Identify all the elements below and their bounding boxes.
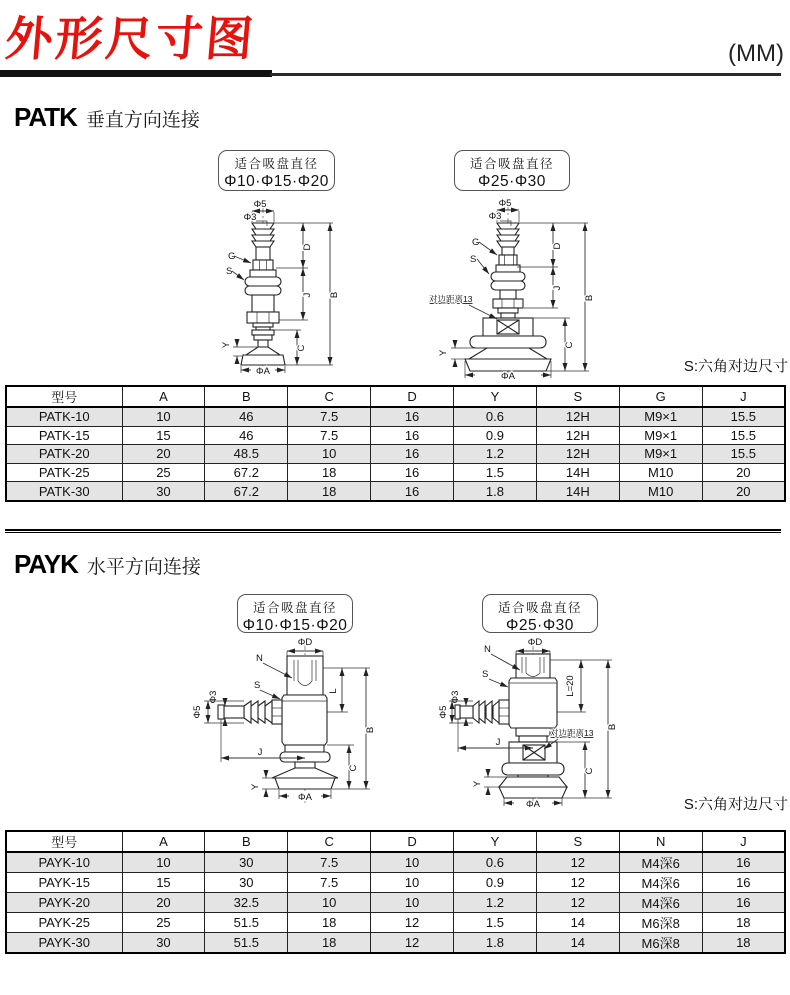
table-row xyxy=(6,893,785,913)
table-cell: PAYK-30 xyxy=(6,933,122,954)
table-row xyxy=(6,407,785,426)
dim-label-j: J xyxy=(302,292,313,298)
dim-label-c: C xyxy=(348,764,359,772)
table-cell: 10 xyxy=(371,873,454,893)
table-cell: M4深6 xyxy=(619,893,702,913)
patk-small-caption-box xyxy=(218,150,335,191)
table-cell: 48.5 xyxy=(205,445,288,464)
table-cell: 16 xyxy=(371,445,454,464)
caption-line1: 适合吸盘直径 xyxy=(469,157,554,171)
table-cell: PATK-10 xyxy=(6,407,122,426)
table-row xyxy=(6,873,785,893)
dim-label-phi5: Φ5 xyxy=(498,198,512,209)
column-header: D xyxy=(371,386,454,407)
table-row xyxy=(6,482,785,501)
table-cell: M4深6 xyxy=(619,873,702,893)
dim-label-c: C xyxy=(564,341,575,349)
table-cell: 32.5 xyxy=(205,893,288,913)
table-cell: 12 xyxy=(536,873,619,893)
dim-label-phi5: Φ5 xyxy=(253,199,267,210)
column-header: 型号 xyxy=(6,386,122,407)
table-cell: 51.5 xyxy=(205,933,288,954)
table-cell: 67.2 xyxy=(205,463,288,482)
column-header: A xyxy=(122,831,205,852)
table-cell: 20 xyxy=(122,445,205,464)
dim-label-n: N xyxy=(256,653,263,664)
table-cell: 30 xyxy=(205,852,288,873)
table-cell: 12 xyxy=(371,913,454,933)
column-header: C xyxy=(288,386,371,407)
table-cell: 10 xyxy=(122,407,205,426)
table-cell: 10 xyxy=(288,893,371,913)
table-cell: 1.8 xyxy=(454,933,537,954)
table-cell: 16 xyxy=(702,893,785,913)
table-cell: 46 xyxy=(205,426,288,445)
table-cell: 7.5 xyxy=(288,407,371,426)
table-cell: 30 xyxy=(122,482,205,501)
column-header: S xyxy=(536,831,619,852)
table-cell: PATK-25 xyxy=(6,463,122,482)
table-cell: 16 xyxy=(371,407,454,426)
column-header: J xyxy=(702,831,785,852)
table-row xyxy=(6,852,785,873)
table-cell: 12 xyxy=(536,893,619,913)
column-header: G xyxy=(619,386,702,407)
table-cell: 0.9 xyxy=(454,873,537,893)
table-row xyxy=(6,933,785,954)
table-cell: PATK-20 xyxy=(6,445,122,464)
patk-series-label: PATK xyxy=(14,102,77,132)
dim-label-phiA: ΦA xyxy=(256,366,270,377)
patk-section-heading xyxy=(14,102,200,133)
payk-section-heading xyxy=(14,549,201,580)
section-separator xyxy=(5,529,781,533)
dim-label-c: C xyxy=(296,344,307,352)
payk-large-caption-box xyxy=(482,594,598,633)
page-title: 外形尺寸图 xyxy=(3,12,259,65)
table-cell: 1.5 xyxy=(454,463,537,482)
dim-label-phi3: Φ3 xyxy=(208,690,219,704)
column-header: B xyxy=(205,831,288,852)
table-cell: M6深8 xyxy=(619,913,702,933)
column-header: J xyxy=(702,386,785,407)
table-cell: PAYK-10 xyxy=(6,852,122,873)
table-cell: 15 xyxy=(122,873,205,893)
unit-label: (MM) xyxy=(728,40,784,67)
dim-label-g: G xyxy=(228,251,236,262)
part-outline xyxy=(218,656,338,789)
table-cell: 15.5 xyxy=(702,426,785,445)
table-cell: 30 xyxy=(205,873,288,893)
table-cell: 7.5 xyxy=(288,426,371,445)
table-cell: M4深6 xyxy=(619,852,702,873)
table-cell: 16 xyxy=(702,873,785,893)
dim-label-b: B xyxy=(329,291,340,299)
patk-hex-note: S:六角对边尺寸 xyxy=(683,358,788,375)
table-cell: 18 xyxy=(288,463,371,482)
table-cell: 7.5 xyxy=(288,852,371,873)
table-cell: M10 xyxy=(619,482,702,501)
dim-label-phi3: Φ3 xyxy=(450,690,461,704)
dim-label-phi5: Φ5 xyxy=(192,705,203,719)
dim-label-d: D xyxy=(302,243,313,251)
header-rule-thick xyxy=(0,70,272,77)
dim-label-phi3: Φ3 xyxy=(243,212,257,223)
table-cell: 18 xyxy=(288,913,371,933)
caption-line1: 适合吸盘直径 xyxy=(252,601,337,615)
table-cell: 1.5 xyxy=(454,913,537,933)
part-outline xyxy=(241,223,285,365)
table-cell: 18 xyxy=(288,933,371,954)
dimension-drawing-patk-small xyxy=(220,196,340,380)
header-rule-thin xyxy=(270,73,781,76)
dim-label-b: B xyxy=(365,726,376,734)
dim-label-j: J xyxy=(552,285,563,291)
table-cell: 1.8 xyxy=(454,482,537,501)
dimension-drawing-patk-large xyxy=(425,195,600,383)
dim-label-phiD: ΦD xyxy=(527,637,543,648)
table-cell: 16 xyxy=(371,463,454,482)
dim-label-b: B xyxy=(584,294,595,302)
table-cell: M9×1 xyxy=(619,407,702,426)
table-cell: 12H xyxy=(536,445,619,464)
table-cell: 14H xyxy=(536,482,619,501)
patk-large-caption-box xyxy=(454,150,570,191)
table-cell: 16 xyxy=(371,482,454,501)
table-cell: 18 xyxy=(288,482,371,501)
table-cell: 25 xyxy=(122,913,205,933)
table-row xyxy=(6,426,785,445)
table-cell: M9×1 xyxy=(619,426,702,445)
dim-label-phiA: ΦA xyxy=(501,371,515,382)
column-header: A xyxy=(122,386,205,407)
table-cell: 30 xyxy=(122,933,205,954)
payk-small-caption-box xyxy=(237,594,353,633)
column-header: S xyxy=(536,386,619,407)
table-cell: 16 xyxy=(371,426,454,445)
dim-label-y: Y xyxy=(472,780,483,788)
dim-label-c: C xyxy=(584,767,595,775)
dim-label-y: Y xyxy=(438,349,449,357)
table-cell: 14 xyxy=(536,913,619,933)
dim-label-l: L=20 xyxy=(565,675,576,697)
payk-series-label: PAYK xyxy=(14,549,78,579)
table-cell: 10 xyxy=(371,852,454,873)
table-cell: M6深8 xyxy=(619,933,702,954)
dim-label-l: L xyxy=(328,688,339,694)
hex-distance-note: 对边距离13 xyxy=(550,728,594,738)
dim-label-phiA: ΦA xyxy=(298,792,312,803)
table-cell: 20 xyxy=(702,482,785,501)
table-cell: 15.5 xyxy=(702,407,785,426)
dim-label-phiD: ΦD xyxy=(297,637,313,648)
dim-label-g: G xyxy=(472,237,480,248)
table-row xyxy=(6,913,785,933)
table-cell: 1.2 xyxy=(454,445,537,464)
table-cell: PAYK-25 xyxy=(6,913,122,933)
column-header: C xyxy=(288,831,371,852)
table-cell: 20 xyxy=(702,463,785,482)
dim-label-s: S xyxy=(226,266,233,277)
table-cell: 18 xyxy=(702,913,785,933)
dimension-drawing-payk-large xyxy=(440,635,620,810)
table-cell: PAYK-20 xyxy=(6,893,122,913)
patk-subtitle: 垂直方向连接 xyxy=(85,110,200,131)
table-cell: 0.9 xyxy=(454,426,537,445)
table-row xyxy=(6,445,785,464)
caption-line2: Φ10·Φ15·Φ20 xyxy=(224,173,329,190)
table-cell: 12 xyxy=(536,852,619,873)
payk-spec-table xyxy=(5,830,786,954)
dim-label-y: Y xyxy=(221,341,232,349)
dim-label-y: Y xyxy=(250,783,261,791)
hex-distance-note: 对边距离13 xyxy=(429,294,473,304)
caption-line1: 适合吸盘直径 xyxy=(234,157,319,171)
column-header: B xyxy=(205,386,288,407)
table-cell: 12H xyxy=(536,407,619,426)
table-cell: 46 xyxy=(205,407,288,426)
table-cell: PAYK-15 xyxy=(6,873,122,893)
dim-label-j: J xyxy=(495,737,501,748)
dim-label-phi3: Φ3 xyxy=(488,211,502,222)
dim-label-s: S xyxy=(470,254,477,265)
table-cell: 10 xyxy=(371,893,454,913)
table-row xyxy=(6,463,785,482)
table-cell: PATK-15 xyxy=(6,426,122,445)
column-header: N xyxy=(619,831,702,852)
column-header: 型号 xyxy=(6,831,122,852)
table-cell: 15.5 xyxy=(702,445,785,464)
dim-label-d: D xyxy=(552,242,563,250)
table-cell: 1.2 xyxy=(454,893,537,913)
table-cell: 0.6 xyxy=(454,407,537,426)
dim-label-j: J xyxy=(257,747,263,758)
table-cell: 25 xyxy=(122,463,205,482)
dim-label-s: S xyxy=(254,680,261,691)
dim-label-b: B xyxy=(607,723,618,731)
table-cell: 14H xyxy=(536,463,619,482)
dim-label-s: S xyxy=(482,669,489,680)
table-cell: 12 xyxy=(371,933,454,954)
table-cell: M9×1 xyxy=(619,445,702,464)
table-cell: 10 xyxy=(122,852,205,873)
caption-line2: Φ25·Φ30 xyxy=(478,173,546,190)
table-cell: 12H xyxy=(536,426,619,445)
column-header: Y xyxy=(454,386,537,407)
part-outline xyxy=(455,654,567,798)
patk-spec-table xyxy=(5,385,786,502)
table-cell: 16 xyxy=(702,852,785,873)
table-cell: PATK-30 xyxy=(6,482,122,501)
table-cell: 15 xyxy=(122,426,205,445)
table-cell: 18 xyxy=(702,933,785,954)
table-cell: 67.2 xyxy=(205,482,288,501)
caption-line2: Φ25·Φ30 xyxy=(506,617,574,634)
column-header: Y xyxy=(454,831,537,852)
table-cell: 10 xyxy=(288,445,371,464)
caption-line1: 适合吸盘直径 xyxy=(497,601,582,615)
table-cell: 14 xyxy=(536,933,619,954)
dim-label-phiA: ΦA xyxy=(526,799,540,810)
payk-subtitle: 水平方向连接 xyxy=(86,557,201,578)
caption-line2: Φ10·Φ15·Φ20 xyxy=(242,617,348,634)
dimension-drawing-payk-small xyxy=(192,635,377,810)
table-cell: 0.6 xyxy=(454,852,537,873)
table-cell: 7.5 xyxy=(288,873,371,893)
dim-label-phi5: Φ5 xyxy=(438,705,449,719)
column-header: D xyxy=(371,831,454,852)
dim-label-n: N xyxy=(484,644,491,655)
payk-hex-note: S:六角对边尺寸 xyxy=(683,796,788,813)
table-cell: 51.5 xyxy=(205,913,288,933)
table-cell: M10 xyxy=(619,463,702,482)
table-cell: 20 xyxy=(122,893,205,913)
